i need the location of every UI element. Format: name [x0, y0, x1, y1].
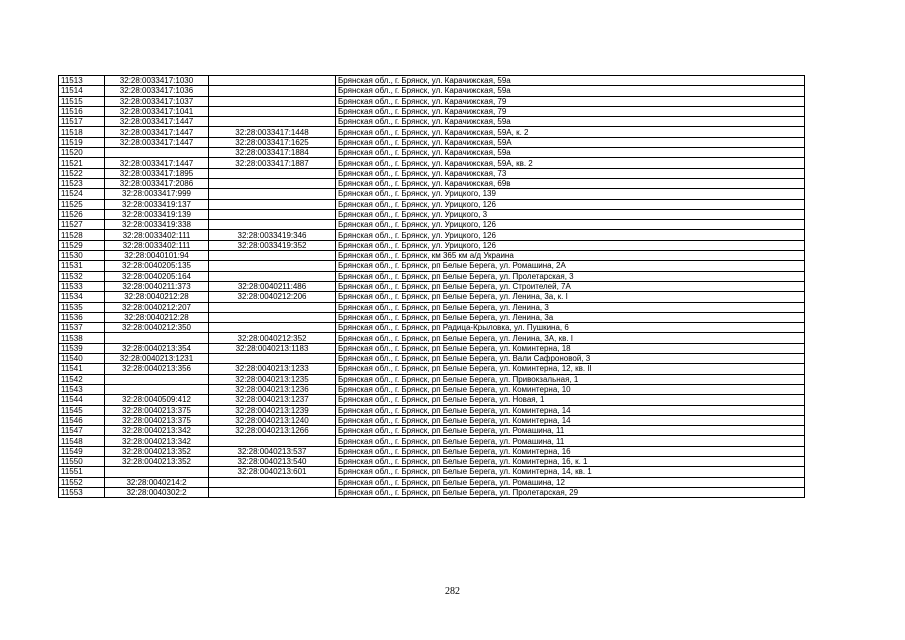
table-row [59, 467, 805, 477]
address-cell: Брянская обл., г. Брянск, рп Белые Берега, ул. Коминтерна, 12, кв. II [336, 364, 805, 374]
row-number-cell: 11525 [59, 199, 105, 209]
object-cadastral-number-cell [209, 354, 336, 364]
row-number-cell: 11533 [59, 281, 105, 291]
row-number-cell: 11545 [59, 405, 105, 415]
address-cell: Брянская обл., г. Брянск, ул. Карачижская, 73 [336, 168, 805, 178]
address-cell: Брянская обл., г. Брянск, рп Белые Берега, ул. Ленина, 3 [336, 302, 805, 312]
table-row [59, 168, 805, 178]
object-cadastral-number-cell: 32:28:0040213:1266 [209, 426, 336, 436]
address-cell: Брянская обл., г. Брянск, рп Белые Берега, ул. Коминтерна, 18 [336, 343, 805, 353]
table-row [59, 302, 805, 312]
row-number-cell: 11524 [59, 189, 105, 199]
table-row [59, 189, 805, 199]
object-cadastral-number-cell [209, 168, 336, 178]
object-cadastral-number-cell: 32:28:0040213:537 [209, 446, 336, 456]
object-cadastral-number-cell [209, 189, 336, 199]
cadastral-number-cell: 32:28:0040302:2 [105, 487, 209, 497]
address-cell: Брянская обл., г. Брянск, ул. Карачижская, 59а [336, 117, 805, 127]
table-row [59, 199, 805, 209]
cadastral-number-cell: 32:28:0033417:2086 [105, 178, 209, 188]
row-number-cell: 11543 [59, 384, 105, 394]
cadastral-number-cell: 32:28:0033417:1447 [105, 158, 209, 168]
cadastral-number-cell: 32:28:0040213:1231 [105, 354, 209, 364]
object-cadastral-number-cell: 32:28:0040212:206 [209, 292, 336, 302]
object-cadastral-number-cell [209, 477, 336, 487]
object-cadastral-number-cell: 32:28:0033417:1625 [209, 137, 336, 147]
object-cadastral-number-cell [209, 302, 336, 312]
table-row [59, 281, 805, 291]
object-cadastral-number-cell [209, 96, 336, 106]
address-cell: Брянская обл., г. Брянск, ул. Карачижская, 79 [336, 96, 805, 106]
cadastral-number-cell: 32:28:0033417:1895 [105, 168, 209, 178]
object-cadastral-number-cell [209, 487, 336, 497]
address-cell: Брянская обл., г. Брянск, рп Белые Берега, ул. Коминтерна, 14 [336, 415, 805, 425]
address-cell: Брянская обл., г. Брянск, ул. Карачижская, 59а [336, 148, 805, 158]
address-cell: Брянская обл., г. Брянск, ул. Карачижская, 59а [336, 86, 805, 96]
table-row [59, 405, 805, 415]
row-number-cell: 11539 [59, 343, 105, 353]
cadastral-number-cell [105, 374, 209, 384]
register-body [59, 76, 805, 498]
row-number-cell: 11523 [59, 178, 105, 188]
table-row [59, 117, 805, 127]
row-number-cell: 11534 [59, 292, 105, 302]
cadastral-number-cell: 32:28:0033417:1030 [105, 76, 209, 86]
cadastral-number-cell: 32:28:0033419:338 [105, 220, 209, 230]
row-number-cell: 11552 [59, 477, 105, 487]
table-row [59, 477, 805, 487]
cadastral-number-cell: 32:28:0040212:207 [105, 302, 209, 312]
object-cadastral-number-cell [209, 199, 336, 209]
table-row [59, 271, 805, 281]
row-number-cell: 11531 [59, 261, 105, 271]
address-cell: Брянская обл., г. Брянск, рп Белые Берега, ул. Ленина, 3а, к. I [336, 292, 805, 302]
address-cell: Брянская обл., г. Брянск, рп Радица-Крыловка, ул. Пушкина, 6 [336, 323, 805, 333]
object-cadastral-number-cell: 32:28:0040213:1240 [209, 415, 336, 425]
cadastral-register-table [58, 75, 805, 498]
address-cell: Брянская обл., г. Брянск, рп Белые Берега, ул. Ромашина, 12 [336, 477, 805, 487]
address-cell: Брянская обл., г. Брянск, ул. Карачижская, 59А [336, 137, 805, 147]
table-row [59, 374, 805, 384]
address-cell: Брянская обл., г. Брянск, ул. Карачижская, 59А, к. 2 [336, 127, 805, 137]
cadastral-number-cell: 32:28:0033417:1037 [105, 96, 209, 106]
cadastral-number-cell: 32:28:0033417:999 [105, 189, 209, 199]
address-cell: Брянская обл., г. Брянск, ул. Карачижская, 59а [336, 76, 805, 86]
address-cell: Брянская обл., г. Брянск, ул. Карачижская, 59А, кв. 2 [336, 158, 805, 168]
cadastral-number-cell: 32:28:0040213:375 [105, 405, 209, 415]
table-row [59, 137, 805, 147]
cadastral-number-cell: 32:28:0040205:164 [105, 271, 209, 281]
object-cadastral-number-cell: 32:28:0040213:540 [209, 456, 336, 466]
object-cadastral-number-cell: 32:28:0040213:1239 [209, 405, 336, 415]
cadastral-number-cell [105, 467, 209, 477]
cadastral-number-cell: 32:28:0040205:135 [105, 261, 209, 271]
row-number-cell: 11529 [59, 240, 105, 250]
cadastral-number-cell: 32:28:0040212:28 [105, 312, 209, 322]
object-cadastral-number-cell: 32:28:0033419:346 [209, 230, 336, 240]
cadastral-number-cell: 32:28:0033417:1447 [105, 137, 209, 147]
cadastral-number-cell: 32:28:0040101:94 [105, 251, 209, 261]
row-number-cell: 11518 [59, 127, 105, 137]
table-row [59, 209, 805, 219]
address-cell: Брянская обл., г. Брянск, рп Белые Берега, ул. Коминтерна, 16 [336, 446, 805, 456]
table-row [59, 395, 805, 405]
object-cadastral-number-cell [209, 220, 336, 230]
address-cell: Брянская обл., г. Брянск, рп Белые Берега, ул. Вали Сафроновой, 3 [336, 354, 805, 364]
cadastral-number-cell: 32:28:0033417:1041 [105, 106, 209, 116]
address-cell: Брянская обл., г. Брянск, ул. Урицкого, 126 [336, 199, 805, 209]
table-row [59, 96, 805, 106]
row-number-cell: 11522 [59, 168, 105, 178]
table-row [59, 106, 805, 116]
cadastral-number-cell [105, 148, 209, 158]
row-number-cell: 11514 [59, 86, 105, 96]
row-number-cell: 11541 [59, 364, 105, 374]
object-cadastral-number-cell: 32:28:0033417:1887 [209, 158, 336, 168]
cadastral-number-cell: 32:28:0033402:111 [105, 230, 209, 240]
table-row [59, 86, 805, 96]
row-number-cell: 11551 [59, 467, 105, 477]
address-cell: Брянская обл., г. Брянск, рп Белые Берега, ул. Коминтерна, 14, кв. 1 [336, 467, 805, 477]
object-cadastral-number-cell: 32:28:0040213:1233 [209, 364, 336, 374]
object-cadastral-number-cell: 32:28:0040212:352 [209, 333, 336, 343]
cadastral-number-cell: 32:28:0040213:342 [105, 436, 209, 446]
address-cell: Брянская обл., г. Брянск, рп Белые Берега, ул. Новая, 1 [336, 395, 805, 405]
address-cell: Брянская обл., г. Брянск, ул. Карачижская, 79 [336, 106, 805, 116]
address-cell: Брянская обл., г. Брянск, рп Белые Берега, ул. Ленина, 3А, кв. I [336, 333, 805, 343]
cadastral-number-cell: 32:28:0040213:352 [105, 456, 209, 466]
address-cell: Брянская обл., г. Брянск, рп Белые Берега, ул. Коминтерна, 14 [336, 405, 805, 415]
table-row [59, 323, 805, 333]
cadastral-number-cell: 32:28:0040213:375 [105, 415, 209, 425]
object-cadastral-number-cell: 32:28:0040213:601 [209, 467, 336, 477]
address-cell: Брянская обл., г. Брянск, рп Белые Берега, ул. Коминтерна, 10 [336, 384, 805, 394]
cadastral-number-cell: 32:28:0040212:350 [105, 323, 209, 333]
row-number-cell: 11553 [59, 487, 105, 497]
object-cadastral-number-cell [209, 312, 336, 322]
address-cell: Брянская обл., г. Брянск, рп Белые Берега, ул. Ромашина, 11 [336, 436, 805, 446]
table-row [59, 251, 805, 261]
object-cadastral-number-cell [209, 106, 336, 116]
object-cadastral-number-cell: 32:28:0033419:352 [209, 240, 336, 250]
cadastral-number-cell: 32:28:0033419:137 [105, 199, 209, 209]
cadastral-number-cell: 32:28:0033417:1447 [105, 117, 209, 127]
table-row [59, 292, 805, 302]
row-number-cell: 11519 [59, 137, 105, 147]
object-cadastral-number-cell: 32:28:0040211:486 [209, 281, 336, 291]
address-cell: Брянская обл., г. Брянск, км 365 км а/д Украина [336, 251, 805, 261]
cadastral-number-cell: 32:28:0033417:1036 [105, 86, 209, 96]
table-row [59, 312, 805, 322]
row-number-cell: 11550 [59, 456, 105, 466]
table-row [59, 364, 805, 374]
address-cell: Брянская обл., г. Брянск, рп Белые Берега, ул. Привокзальная, 1 [336, 374, 805, 384]
row-number-cell: 11516 [59, 106, 105, 116]
address-cell: Брянская обл., г. Брянск, ул. Урицкого, 126 [336, 240, 805, 250]
table-row [59, 354, 805, 364]
address-cell: Брянская обл., г. Брянск, рп Белые Берега, ул. Ромашина, 11 [336, 426, 805, 436]
row-number-cell: 11536 [59, 312, 105, 322]
row-number-cell: 11546 [59, 415, 105, 425]
address-cell: Брянская обл., г. Брянск, ул. Урицкого, 139 [336, 189, 805, 199]
row-number-cell: 11542 [59, 374, 105, 384]
table-row [59, 333, 805, 343]
object-cadastral-number-cell [209, 76, 336, 86]
row-number-cell: 11547 [59, 426, 105, 436]
table-row [59, 178, 805, 188]
cadastral-number-cell: 32:28:0040509:412 [105, 395, 209, 405]
table-row [59, 76, 805, 86]
address-cell: Брянская обл., г. Брянск, рп Белые Берега, ул. Строителей, 7А [336, 281, 805, 291]
row-number-cell: 11544 [59, 395, 105, 405]
object-cadastral-number-cell: 32:28:0040213:1183 [209, 343, 336, 353]
cadastral-number-cell: 32:28:0040213:354 [105, 343, 209, 353]
row-number-cell: 11527 [59, 220, 105, 230]
table-row [59, 240, 805, 250]
address-cell: Брянская обл., г. Брянск, рп Белые Берега, ул. Коминтерна, 16, к. 1 [336, 456, 805, 466]
object-cadastral-number-cell: 32:28:0033417:1884 [209, 148, 336, 158]
row-number-cell: 11513 [59, 76, 105, 86]
row-number-cell: 11540 [59, 354, 105, 364]
cadastral-number-cell: 32:28:0033417:1447 [105, 127, 209, 137]
row-number-cell: 11538 [59, 333, 105, 343]
address-cell: Брянская обл., г. Брянск, рп Белые Берега, ул. Пролетарская, 3 [336, 271, 805, 281]
table-row [59, 261, 805, 271]
cadastral-number-cell: 32:28:0040213:352 [105, 446, 209, 456]
address-cell: Брянская обл., г. Брянск, ул. Урицкого, 126 [336, 220, 805, 230]
row-number-cell: 11537 [59, 323, 105, 333]
address-cell: Брянская обл., г. Брянск, рп Белые Берега, ул. Ленина, 3а [336, 312, 805, 322]
object-cadastral-number-cell [209, 117, 336, 127]
object-cadastral-number-cell [209, 436, 336, 446]
object-cadastral-number-cell: 32:28:0040213:1237 [209, 395, 336, 405]
address-cell: Брянская обл., г. Брянск, рп Белые Берега, ул. Ромашина, 2А [336, 261, 805, 271]
row-number-cell: 11517 [59, 117, 105, 127]
address-cell: Брянская обл., г. Брянск, ул. Урицкого, 126 [336, 230, 805, 240]
row-number-cell: 11532 [59, 271, 105, 281]
table-row [59, 456, 805, 466]
table-row [59, 220, 805, 230]
object-cadastral-number-cell [209, 86, 336, 96]
page-number: 282 [445, 586, 460, 597]
object-cadastral-number-cell: 32:28:0033417:1448 [209, 127, 336, 137]
row-number-cell: 11530 [59, 251, 105, 261]
cadastral-number-cell [105, 384, 209, 394]
table-row [59, 384, 805, 394]
address-cell: Брянская обл., г. Брянск, ул. Карачижская, 69в [336, 178, 805, 188]
row-number-cell: 11520 [59, 148, 105, 158]
table-row [59, 127, 805, 137]
object-cadastral-number-cell [209, 251, 336, 261]
row-number-cell: 11535 [59, 302, 105, 312]
object-cadastral-number-cell [209, 178, 336, 188]
address-cell: Брянская обл., г. Брянск, рп Белые Берега, ул. Пролетарская, 29 [336, 487, 805, 497]
object-cadastral-number-cell [209, 261, 336, 271]
row-number-cell: 11528 [59, 230, 105, 240]
table-row [59, 158, 805, 168]
table-row [59, 426, 805, 436]
cadastral-number-cell: 32:28:0040212:28 [105, 292, 209, 302]
table-row [59, 487, 805, 497]
object-cadastral-number-cell [209, 209, 336, 219]
address-cell: Брянская обл., г. Брянск, ул. Урицкого, 3 [336, 209, 805, 219]
table-row [59, 446, 805, 456]
table-row [59, 148, 805, 158]
table-row [59, 436, 805, 446]
row-number-cell: 11526 [59, 209, 105, 219]
object-cadastral-number-cell: 32:28:0040213:1236 [209, 384, 336, 394]
cadastral-number-cell: 32:28:0040211:373 [105, 281, 209, 291]
object-cadastral-number-cell [209, 271, 336, 281]
table-row [59, 230, 805, 240]
cadastral-number-cell: 32:28:0033419:139 [105, 209, 209, 219]
cadastral-number-cell: 32:28:0040213:356 [105, 364, 209, 374]
object-cadastral-number-cell: 32:28:0040213:1235 [209, 374, 336, 384]
cadastral-number-cell: 32:28:0040214:2 [105, 477, 209, 487]
object-cadastral-number-cell [209, 323, 336, 333]
row-number-cell: 11549 [59, 446, 105, 456]
cadastral-number-cell [105, 333, 209, 343]
row-number-cell: 11515 [59, 96, 105, 106]
cadastral-number-cell: 32:28:0040213:342 [105, 426, 209, 436]
table-row [59, 415, 805, 425]
row-number-cell: 11548 [59, 436, 105, 446]
row-number-cell: 11521 [59, 158, 105, 168]
table-row [59, 343, 805, 353]
cadastral-number-cell: 32:28:0033402:111 [105, 240, 209, 250]
